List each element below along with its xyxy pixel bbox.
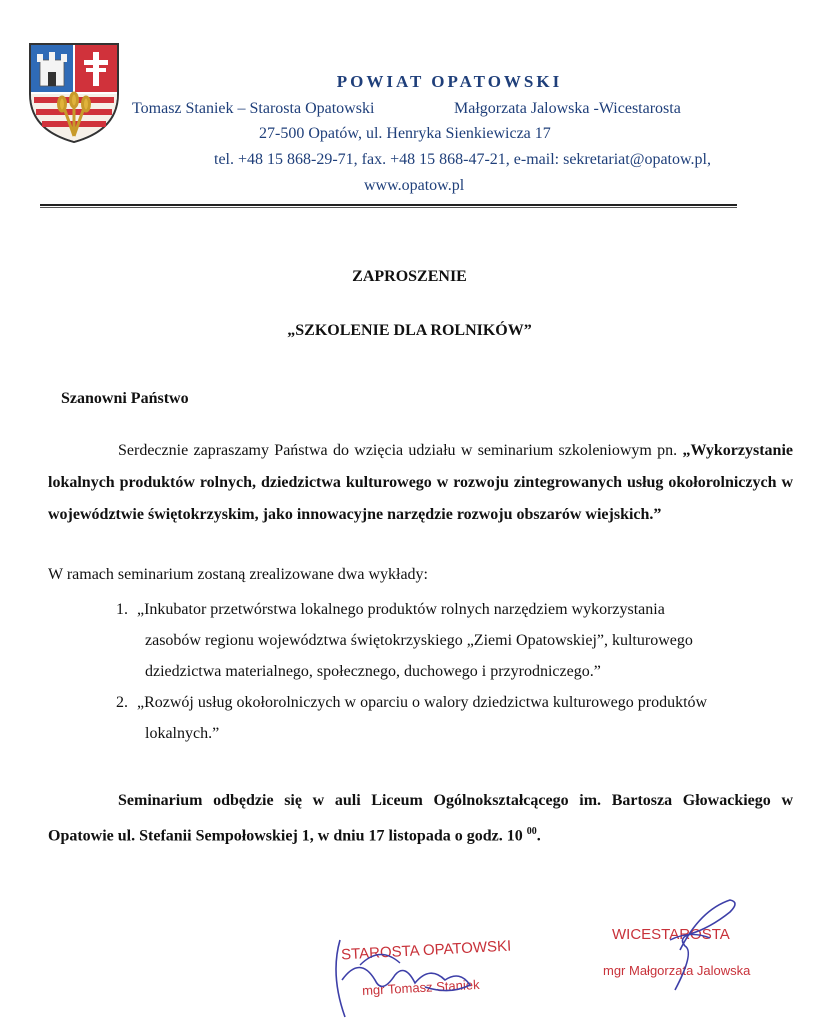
starosta-stamp-title: STAROSTA OPATOWSKI — [340, 937, 512, 964]
starosta-line: Tomasz Staniek – Starosta Opatowski — [132, 100, 375, 117]
website-link[interactable]: www.opatow.pl — [364, 177, 465, 194]
document-heading: ZAPROSZENIE — [352, 268, 467, 285]
wicestarosta-stamp-name: mgr Małgorzata Jalowska — [603, 963, 751, 978]
lecture-1-line-1: „Inkubator przetwórstwa lokalnego produktów rolnych narzędziem wykorzystania — [137, 601, 665, 618]
starosta-stamp-name: mgr Tomasz Staniek — [361, 976, 480, 999]
invitation-text: Serdecznie zapraszamy Państwa do wzięcia udziału w seminarium szkoleniowym pn. — [118, 442, 683, 459]
wicestarosta-line: Małgorzata Jalowska -Wicestarosta — [454, 100, 681, 117]
wicestarosta-signature — [640, 890, 750, 1000]
seminar-location-text: Seminarium odbędzie się w auli Liceum Ogólnokształcącego im. Bartosza Głowackiego w Opatowie ul. Stefanii Sempołowskiej 1, w dniu 17 listopada o godz. 10 — [48, 792, 793, 845]
lecture-1-line-2: zasobów regionu województwa świętokrzyskiego „Ziemi Opatowskiej”, kulturowego — [145, 632, 693, 649]
wicestarosta-stamp-title: WICESTAROSTA — [612, 926, 730, 943]
contact-line: tel. +48 15 868-29-71, fax. +48 15 868-47-21, e-mail: sekretariat@opatow.pl, — [214, 151, 711, 168]
seminar-title: „Wykorzystanie lokalnych produktów rolnych, dziedzictwa kulturowego w rozwoju zintegrowanych usług okołorolniczych w województwie świętokrzyskim, jako innowacyjne narzędzie rozwoju obszarów wiejskich.” — [48, 442, 793, 523]
lecture-1-number: 1. — [116, 601, 128, 618]
header-divider — [40, 204, 737, 206]
lecture-2-line-2: lokalnych.” — [145, 725, 220, 742]
seminar-end: . — [536, 827, 541, 845]
header-divider-thin — [40, 207, 737, 208]
lecture-2-line-1: „Rozwój usług okołorolniczych w oparciu o walory dziedzictwa kulturowego produktów — [137, 694, 708, 711]
office-title: POWIAT OPATOWSKI — [336, 72, 563, 91]
document-subheading: „SZKOLENIE DLA ROLNIKÓW” — [287, 322, 532, 339]
seminar-time-minutes: 00 — [526, 826, 537, 837]
county-coat-of-arms-icon — [26, 40, 122, 144]
invitation-paragraph — [48, 435, 793, 531]
seminar-location — [48, 785, 793, 851]
address-line: 27-500 Opatów, ul. Henryka Sienkiewicza 17 — [259, 125, 551, 142]
lectures-intro: W ramach seminarium zostaną zrealizowane dwa wykłady: — [48, 566, 428, 583]
lecture-2-number: 2. — [116, 694, 128, 711]
greeting: Szanowni Państwo — [61, 390, 189, 407]
starosta-signature — [320, 925, 490, 1025]
lecture-1-line-3: dziedzictwa materialnego, społecznego, duchowego i przyrodniczego.” — [145, 663, 601, 680]
